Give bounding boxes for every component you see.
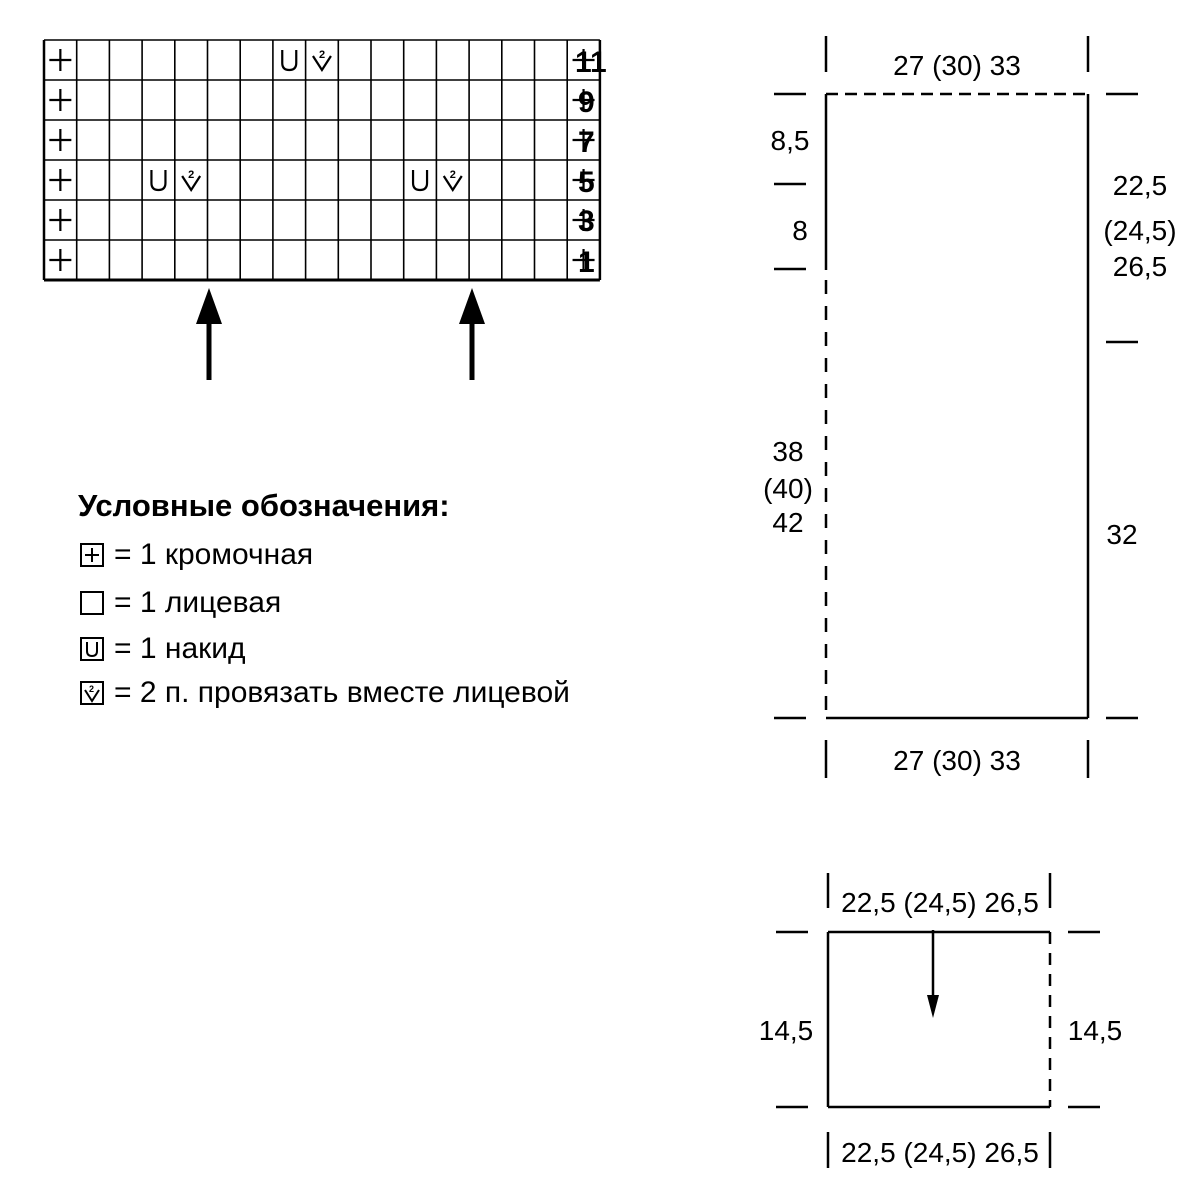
- knit-stitch-icon: [78, 588, 108, 618]
- main-right-lower: 32: [1106, 519, 1138, 550]
- row-label-5: 5: [578, 166, 595, 199]
- plus-icon: [49, 169, 71, 191]
- legend-text-edge: = 1 кромочная: [114, 538, 314, 571]
- row-label-7: 7: [578, 126, 595, 159]
- plus-icon: [49, 129, 71, 151]
- down-arrow-icon: [927, 930, 939, 1018]
- plus-icon: [49, 209, 71, 231]
- main-piece-schematic: [774, 36, 1138, 778]
- row-label-3: 3: [578, 205, 595, 238]
- main-left-lower-3: 42: [772, 507, 804, 538]
- up-arrow-icon: [196, 288, 222, 380]
- legend-item-knit: [78, 586, 281, 620]
- main-left-lower-1: 38: [772, 436, 804, 467]
- legend-item-yarn-over: [78, 632, 246, 666]
- small-bottom-width: 22,5 (24,5) 26,5: [841, 1137, 1039, 1168]
- yarn-over-icon: [78, 634, 108, 664]
- main-left-mid: 8: [792, 215, 808, 246]
- knit-two-together-icon: [182, 169, 200, 190]
- row-label-9: 9: [578, 86, 595, 119]
- small-piece-dimensions: [759, 887, 1123, 1168]
- legend-item-edge: [78, 538, 313, 572]
- main-left-top: 8,5: [770, 125, 810, 156]
- chart-row-labels: [575, 46, 607, 279]
- small-right-height: 14,5: [1067, 1015, 1123, 1046]
- legend-text-knit: = 1 лицевая: [114, 586, 282, 619]
- main-top-width: 27 (30) 33: [893, 50, 1021, 81]
- main-left-lower-2: (40): [763, 473, 813, 504]
- knit-two-together-icon: [444, 169, 462, 190]
- knit-two-together-icon: [78, 678, 108, 708]
- yarn-over-icon: [282, 50, 296, 70]
- plus-icon: [49, 49, 71, 71]
- small-top-width: 22,5 (24,5) 26,5: [841, 887, 1039, 918]
- plus-icon: [49, 89, 71, 111]
- k2tog-digit: 2: [318, 49, 326, 61]
- yarn-over-icon: [413, 170, 427, 190]
- yarn-over-icon: [151, 170, 165, 190]
- legend-title: Условные обозначения:: [78, 488, 450, 523]
- plus-icon: [49, 249, 71, 271]
- main-bottom-width: 27 (30) 33: [893, 745, 1021, 776]
- main-right-upper-2: (24,5): [1103, 215, 1177, 246]
- edge-stitch-icon: [78, 540, 108, 570]
- legend-text-k2tog: = 2 п. провязать вместе лицевой: [114, 676, 570, 709]
- knitting-chart-grid: [44, 40, 600, 280]
- up-arrow-icon: [459, 288, 485, 380]
- small-left-height: 14,5: [758, 1015, 814, 1046]
- k2tog-digit: 2: [188, 169, 195, 181]
- k2tog-digit: 2: [449, 169, 456, 181]
- legend-text-yarn-over: = 1 накид: [114, 632, 246, 665]
- legend-item-k2tog: [78, 676, 570, 710]
- main-right-upper-3: 26,5: [1112, 251, 1168, 282]
- main-right-upper-1: 22,5: [1112, 170, 1168, 201]
- svg-text:2: 2: [89, 684, 95, 694]
- row-label-1: 1: [578, 246, 595, 279]
- row-label-11: 11: [575, 46, 607, 79]
- knit-two-together-icon: [313, 49, 331, 70]
